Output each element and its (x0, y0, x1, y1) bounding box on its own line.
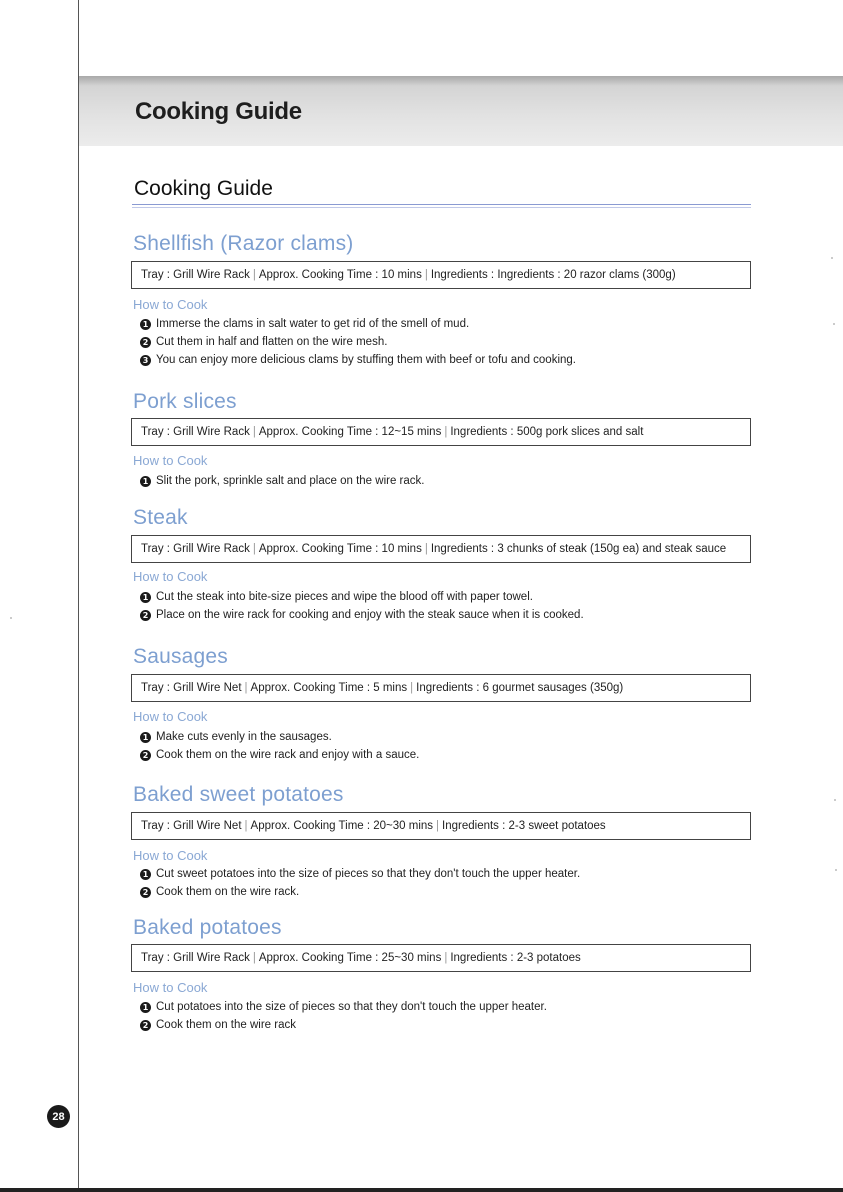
scan-speck (831, 257, 833, 259)
recipe-title: Pork slices (133, 390, 237, 413)
separator: | (244, 820, 248, 832)
separator: | (252, 269, 256, 281)
step-number: 2 (140, 1020, 151, 1031)
step-text: Cook them on the wire rack. (156, 886, 300, 898)
time-info: Approx. Cooking Time : 5 mins (250, 682, 408, 694)
ingredients-info: Ingredients : 2-3 sweet potatoes (442, 820, 606, 832)
time-info: Approx. Cooking Time : 10 mins (258, 543, 422, 555)
how-to-cook-label: How to Cook (133, 297, 208, 312)
step-item (140, 731, 332, 743)
tray-info: Tray : Grill Wire Rack (141, 269, 250, 281)
separator: | (424, 543, 428, 555)
step-item (140, 868, 580, 880)
separator: | (252, 952, 256, 964)
recipe-title: Shellfish (Razor clams) (133, 232, 354, 255)
step-text: Cook them on the wire rack and enjoy with a sauce. (156, 749, 420, 761)
separator: | (436, 820, 440, 832)
step-number: 3 (140, 355, 151, 366)
step-item (140, 336, 387, 348)
step-number: 2 (140, 750, 151, 761)
bottom-border (0, 1188, 843, 1192)
separator: | (424, 269, 428, 281)
step-text: Cook them on the wire rack (156, 1019, 296, 1031)
step-text: Immerse the clams in salt water to get rid of the smell of mud. (156, 318, 470, 330)
step-text: Slit the pork, sprinkle salt and place on the wire rack. (156, 475, 425, 487)
tray-info: Tray : Grill Wire Rack (141, 426, 250, 438)
step-item (140, 886, 299, 898)
scan-speck (834, 799, 836, 801)
ingredients-info: Ingredients : 3 chunks of steak (150g ea) and steak sauce (430, 543, 727, 555)
ingredients-info: Ingredients : Ingredients : 20 razor clams (300g) (430, 269, 676, 281)
ingredients-info: Ingredients : 500g pork slices and salt (450, 426, 644, 438)
step-number: 1 (140, 476, 151, 487)
separator: | (244, 682, 248, 694)
step-item (140, 749, 419, 761)
step-number: 1 (140, 1002, 151, 1013)
recipe-info-box (131, 944, 751, 972)
recipe-title: Sausages (133, 645, 229, 668)
tray-info: Tray : Grill Wire Net (141, 820, 242, 832)
step-number: 1 (140, 319, 151, 330)
recipe-title: Baked sweet potatoes (133, 783, 344, 806)
recipe-info-box (131, 812, 751, 840)
step-text: Place on the wire rack for cooking and enjoy with the steak sauce when it is cooked. (156, 609, 584, 621)
recipe-info-box (131, 674, 751, 702)
time-info: Approx. Cooking Time : 12~15 mins (258, 426, 442, 438)
step-number: 2 (140, 337, 151, 348)
recipe-info-box (131, 261, 751, 289)
header-banner (79, 76, 843, 146)
recipe-title: Baked potatoes (133, 916, 282, 939)
time-info: Approx. Cooking Time : 10 mins (258, 269, 422, 281)
step-item (140, 475, 424, 487)
scan-speck (833, 323, 835, 325)
step-number: 1 (140, 869, 151, 880)
step-text: Cut potatoes into the size of pieces so that they don't touch the upper heater. (156, 1001, 547, 1013)
step-item (140, 318, 469, 330)
ingredients-info: Ingredients : 2-3 potatoes (450, 952, 581, 964)
recipe-info-box (131, 535, 751, 563)
step-text: Cut sweet potatoes into the size of pieces so that they don't touch the upper heater. (156, 868, 581, 880)
separator: | (252, 426, 256, 438)
separator: | (410, 682, 414, 694)
scan-speck (10, 617, 12, 619)
separator: | (444, 952, 448, 964)
how-to-cook-label: How to Cook (133, 709, 208, 724)
step-number: 1 (140, 732, 151, 743)
banner-title: Cooking Guide (135, 98, 302, 125)
page-number-badge: 28 (47, 1105, 70, 1128)
how-to-cook-label: How to Cook (133, 980, 208, 995)
tray-info: Tray : Grill Wire Rack (141, 952, 250, 964)
step-text: Cut the steak into bite-size pieces and wipe the blood off with paper towel. (156, 591, 533, 603)
step-item (140, 591, 533, 603)
recipe-info-box (131, 418, 751, 446)
how-to-cook-label: How to Cook (133, 848, 208, 863)
scan-speck (835, 869, 837, 871)
step-number: 1 (140, 592, 151, 603)
step-number: 2 (140, 887, 151, 898)
section-heading: Cooking Guide (134, 177, 273, 200)
how-to-cook-label: How to Cook (133, 569, 208, 584)
left-margin-line (78, 0, 79, 1188)
how-to-cook-label: How to Cook (133, 453, 208, 468)
step-text: Make cuts evenly in the sausages. (156, 731, 332, 743)
tray-info: Tray : Grill Wire Rack (141, 543, 250, 555)
time-info: Approx. Cooking Time : 25~30 mins (258, 952, 442, 964)
separator: | (252, 543, 256, 555)
step-item (140, 354, 576, 366)
separator: | (444, 426, 448, 438)
step-text: You can enjoy more delicious clams by stuffing them with beef or tofu and cooking. (156, 354, 576, 366)
recipe-title: Steak (133, 506, 188, 529)
step-item (140, 609, 584, 621)
tray-info: Tray : Grill Wire Net (141, 682, 242, 694)
heading-underline (132, 204, 751, 208)
step-number: 2 (140, 610, 151, 621)
ingredients-info: Ingredients : 6 gourmet sausages (350g) (416, 682, 624, 694)
time-info: Approx. Cooking Time : 20~30 mins (250, 820, 434, 832)
step-item (140, 1001, 547, 1013)
step-item (140, 1019, 296, 1031)
step-text: Cut them in half and flatten on the wire mesh. (156, 336, 388, 348)
